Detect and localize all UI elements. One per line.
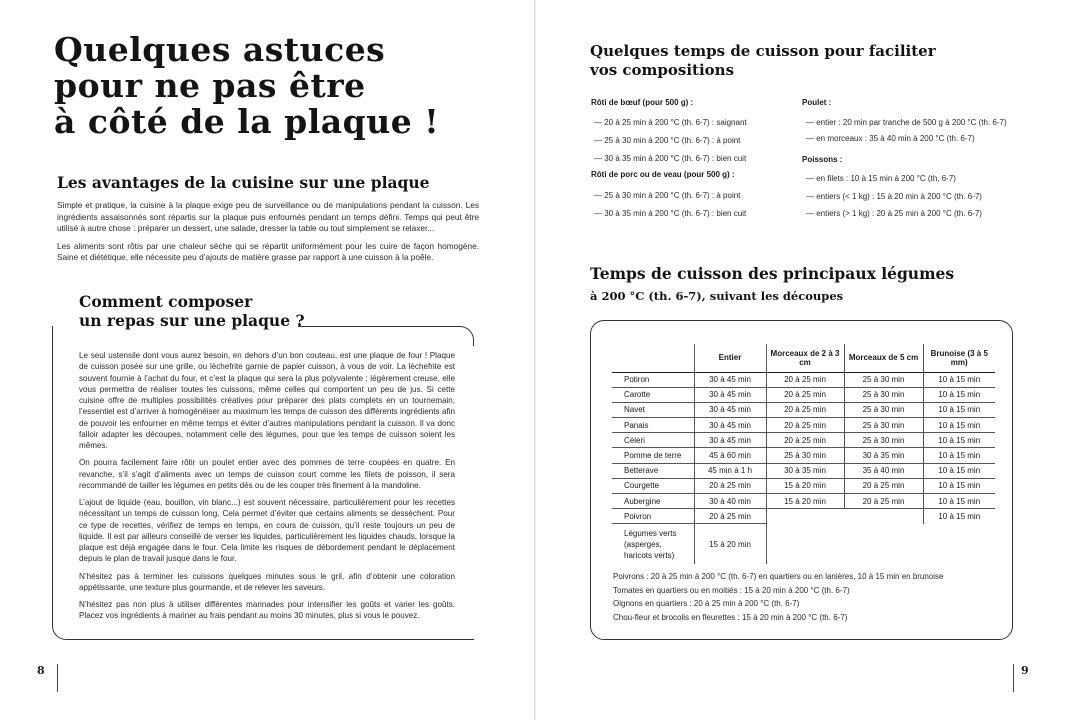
table-cell: 25 à 30 min (844, 418, 923, 433)
vegetable-name: Légumes verts (asperges, haricots verts) (624, 528, 677, 560)
table-cell: 15 à 20 min (694, 524, 766, 564)
table-row (612, 387, 995, 402)
roti-boeuf-item: — 25 à 30 min à 200 °C (th. 6-7) : à point (594, 136, 741, 145)
table-cell: 30 à 35 min (844, 448, 923, 463)
compose-heading-line-1: Comment composer (79, 292, 253, 311)
compose-paragraph: L’ajout de liquide (eau, bouillon, vin blanc...) est souvent nécessaire, particulièrement pour les recettes nécessitant un temps de cuisson long. Cela permet d’éviter que certains aliments se dessèchent. Pour ce type de recettes, vérifiez de temps en temps, en cours de cuisson, qu’il reste toujours un peu de liquide. Il est par ailleurs conseillé de verser les liquides, particulièrement les liquides chauds, lorsque la plaque est déjà engagée dans le four. Cela limite les risques de débordement pendant le déplacement depuis le plan de travail jusque dans le four. (79, 498, 455, 564)
table-row (612, 418, 995, 433)
table-cell: 10 à 15 min (923, 372, 995, 387)
table-cell: 15 à 20 min (766, 494, 844, 509)
compose-paragraph: Le seul ustensile dont vous aurez besoin, en dehors d’un bon couteau, est une plaque de four ! Plaque de cuisson posée sur une grille, ou lèchefrite garnie de papier cuisson, à vous de voir. La lèchefrite est souvent fournie à l’achat du four, et c’est la plaque qui sera la plus polyvalente : légèrement creuse, elle vous permettra de réaliser toutes les cuissons, même celles qui comportent un peu de jus. Si cette cuisine offre de multiples possibilités créatives pour préparer des plats complets en un tournemain, l’essentiel est d’arriver à homogénéiser au maximum les temps de cuisson des différents ingrédients afin de pouvoir les enfourner en même temps et éviter d’autres manipulations pendant la cuisson. Il va donc falloir adapter les découpes, notamment celle des légumes, pour que les temps de cuisson soient les mêmes. (79, 351, 455, 450)
table-cell: 35 à 40 min (844, 463, 923, 478)
vegetable-name: Poivron (612, 509, 694, 524)
table-cell: 10 à 15 min (923, 448, 995, 463)
table-cell: 10 à 15 min (923, 463, 995, 478)
table-row (612, 463, 995, 478)
cooking-heading-line-1: Quelques temps de cuisson pour faciliter (590, 42, 936, 60)
title-line-1: Quelques astuces (54, 30, 386, 69)
poissons-item: — entiers (< 1 kg) : 15 à 20 min à 200 °C (th. 6-7) (806, 192, 982, 201)
note-line: Chou-fleur et brocolis en fleurettes : 15 à 20 min à 200 °C (th. 6-7) (613, 612, 848, 622)
advantages-paragraph-1: Simple et pratique, la cuisine à la plaque exige peu de surveillance ou de manipulations pendant la cuisson. Les ingrédients assaisonnés sont répartis sur la plaque puis enfournés pendant un temps défini. Temps qui peut être utilisé à autre chose : préparer un dessert, une salade, dresser la table ou tout simplement se relaxer... (57, 200, 479, 234)
table-row (612, 433, 995, 448)
poulet-item: — entier : 20 min par tranche de 500 g à 200 °C (th. 6-7) (806, 118, 1007, 127)
cooking-times-heading (590, 42, 936, 80)
roti-boeuf-item: — 30 à 35 min à 200 °C (th. 6-7) : bien cuit (594, 154, 747, 163)
table-cell: 45 à 60 min (694, 448, 766, 463)
table-cell (766, 524, 844, 564)
table-cell: 15 à 20 min (766, 478, 844, 493)
title-line-3: à côté de la plaque ! (54, 102, 440, 141)
table-cell: 20 à 25 min (844, 494, 923, 509)
table-cell: 25 à 30 min (766, 448, 844, 463)
poissons-label: Poissons : (802, 155, 843, 164)
table-row (612, 509, 995, 524)
compose-paragraph: On pourra facilement faire rôtir un poulet entier avec des pommes de terre coupées en quatre. En revanche, s’il s’agit d’aliments avec un temps de cuisson court comme les filets de poisson, il sera recommandé de tailler les légumes en petits dés ou de les couper très finement à la mandoline. (79, 458, 455, 490)
table-cell (923, 524, 995, 564)
table-cell: 10 à 15 min (923, 509, 995, 524)
table-cell: 20 à 25 min (766, 402, 844, 417)
advantages-paragraph-2: Les aliments sont rôtis par une chaleur sèche qui se répartit uniformément pour les cuire de façon homogène. Saine et diététique, elle nécessite peu d’ajouts de matière grasse par rapport à une cuisson à la poêle. (57, 240, 479, 263)
vegetable-name: Courgette (612, 478, 694, 493)
table-cell: 20 à 25 min (766, 418, 844, 433)
column-header: Morceaux de 5 cm (844, 344, 923, 372)
poissons-item: — entiers (> 1 kg) : 20 à 25 min à 200 °C (th. 6-7) (806, 209, 982, 218)
table-cell: 45 min à 1 h (694, 463, 766, 478)
vegetable-cooking-table (612, 344, 995, 564)
table-cell: 20 à 25 min (694, 478, 766, 493)
folio-rule-right (1013, 664, 1014, 692)
compose-paragraph: N’hésitez pas à terminer les cuissons quelques minutes sous le gril, afin d’obtenir une coloration appétissante, une texture plus gourmande, et de relever les saveurs. (79, 571, 455, 592)
table-cell: 30 à 35 min (766, 463, 844, 478)
table-cell: 25 à 30 min (844, 372, 923, 387)
table-cell: 25 à 30 min (844, 402, 923, 417)
table-row (612, 402, 995, 417)
table-cell: 25 à 30 min (844, 433, 923, 448)
table-cell (844, 509, 923, 524)
table-row (612, 494, 995, 509)
poissons-item: — en filets : 10 à 15 min à 200 °C (th. 6-7) (806, 174, 956, 183)
table-cell: 10 à 15 min (923, 418, 995, 433)
table-cell: 30 à 45 min (694, 418, 766, 433)
roti-boeuf-label: Rôti de bœuf (pour 500 g) : (591, 98, 694, 107)
vegetable-name: Céleri (612, 433, 694, 448)
vegetable-name: Aubergine (612, 494, 694, 509)
title-line-2: pour ne pas être (54, 66, 366, 105)
table-cell: 10 à 15 min (923, 494, 995, 509)
advantages-heading: Les avantages de la cuisine sur une plaque (57, 173, 430, 192)
table-cell: 10 à 15 min (923, 387, 995, 402)
table-cell: 30 à 45 min (694, 372, 766, 387)
roti-porc-item: — 30 à 35 min à 200 °C (th. 6-7) : bien cuit (594, 209, 747, 218)
table-corner (612, 344, 694, 372)
table-cell (844, 524, 923, 564)
vegetable-name: Navet (612, 402, 694, 417)
table-cell: 30 à 40 min (694, 494, 766, 509)
table-cell (766, 509, 844, 524)
roti-porc-item: — 25 à 30 min à 200 °C (th. 6-7) : à point (594, 191, 741, 200)
table-cell: 30 à 45 min (694, 387, 766, 402)
vegetable-name: Pomme de terre (612, 448, 694, 463)
table-row (612, 448, 995, 463)
poulet-label: Poulet : (802, 98, 832, 107)
table-cell: 20 à 25 min (844, 478, 923, 493)
note-line: Oignons en quartiers : 20 à 25 min à 200 °C (th. 6-7) (613, 599, 800, 609)
vegetable-notes (613, 570, 944, 624)
compose-heading-line-2: un repas sur une plaque ? (79, 311, 305, 330)
table-cell: 25 à 30 min (844, 387, 923, 402)
note-line: Poivrons : 20 à 25 min à 200 °C (th. 6-7) en quartiers ou en lanières, 10 à 15 min en brunoise (613, 572, 944, 581)
table-cell: 10 à 15 min (923, 478, 995, 493)
page-number-right: 9 (1021, 664, 1029, 677)
table-row (612, 478, 995, 493)
vegetable-name: Carotte (612, 387, 694, 402)
table-cell: 10 à 15 min (923, 402, 995, 417)
vegetables-heading: Temps de cuisson des principaux légumes (590, 264, 955, 283)
table-cell: 30 à 45 min (694, 402, 766, 417)
cooking-heading-line-2: vos compositions (590, 61, 735, 79)
page-number-left: 8 (37, 664, 45, 677)
table-row (612, 372, 995, 387)
column-header: Morceaux de 2 à 3 cm (766, 344, 844, 372)
table-cell: 20 à 25 min (766, 387, 844, 402)
vegetable-name: Betterave (612, 463, 694, 478)
column-header: Brunoise (3 à 5 mm) (923, 344, 995, 372)
roti-boeuf-item: — 20 à 25 min à 200 °C (th. 6-7) : saignant (594, 118, 747, 127)
vegetable-name: Panais (612, 418, 694, 433)
vegetables-subheading: à 200 °C (th. 6-7), suivant les découpes (590, 289, 844, 303)
poulet-item: — en morceaux : 35 à 40 min à 200 °C (th. 6-7) (806, 134, 975, 143)
compose-paragraph: N’hésitez pas non plus à utiliser différentes marinades pour intensifier les goûts et varier les goûts. Placez vos ingrédients à mariner au frais pendant au moins 30 minutes, plus si vous le pouvez. (79, 600, 455, 621)
table-row (612, 524, 995, 564)
roti-porc-label: Rôti de porc ou de veau (pour 500 g) : (591, 170, 735, 179)
table-cell: 10 à 15 min (923, 433, 995, 448)
column-header: Entier (694, 344, 766, 372)
note-line: Tomates en quartiers ou en moitiés : 15 à 20 min à 200 °C (th. 6-7) (613, 585, 850, 595)
table-cell: 30 à 45 min (694, 433, 766, 448)
table-cell: 20 à 25 min (694, 509, 766, 524)
table-cell: 20 à 25 min (766, 433, 844, 448)
table-cell: 20 à 25 min (766, 372, 844, 387)
vegetable-name: Potiron (612, 372, 694, 387)
